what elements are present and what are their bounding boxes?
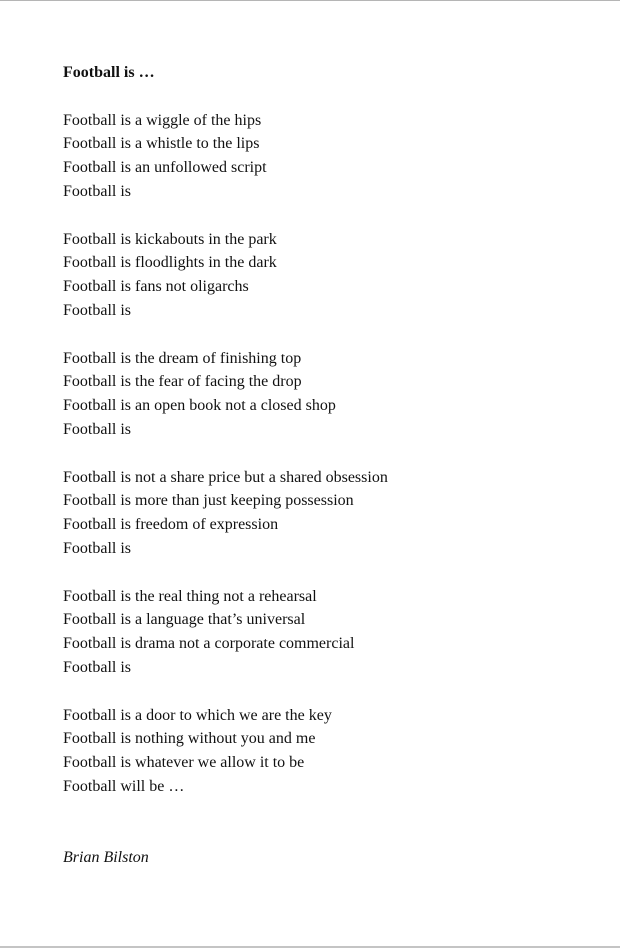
- poem-line: Football is: [63, 182, 132, 200]
- poem-line: Football is a door to which we are the key: [63, 706, 332, 724]
- poem-line: Football is freedom of expression: [63, 516, 279, 534]
- poem-line: Football is more than just keeping possession: [63, 492, 354, 510]
- stanza-gap: [63, 561, 388, 585]
- stanza: [63, 109, 388, 204]
- stanza: [63, 585, 388, 680]
- poem-line: Football will be …: [63, 777, 185, 795]
- poem-line: Football is the dream of finishing top: [63, 349, 302, 367]
- stanza: [63, 704, 388, 799]
- stanza-gap: [63, 323, 388, 347]
- poem-line: Football is not a share price but a shared obsession: [63, 468, 388, 486]
- poem-line: Football is an unfollowed script: [63, 159, 267, 177]
- spacer: [63, 85, 388, 109]
- stanza: [63, 347, 388, 442]
- poem-line: Football is a whistle to the lips: [63, 135, 260, 153]
- poem-line: Football is: [63, 301, 132, 319]
- poem-author: Brian Bilston: [63, 849, 149, 867]
- stanza: [63, 228, 388, 323]
- poem-line: Football is a wiggle of the hips: [63, 111, 262, 129]
- poem-line: Football is: [63, 420, 132, 438]
- poem-line: Football is: [63, 658, 132, 676]
- poem-line: Football is kickabouts in the park: [63, 230, 277, 248]
- poem-line: Football is a language that’s universal: [63, 611, 306, 629]
- stanza-gap: [63, 442, 388, 466]
- page-top-border: [0, 0, 620, 1]
- poem-line: Football is fans not oligarchs: [63, 278, 249, 296]
- poem-line: Football is floodlights in the dark: [63, 254, 277, 272]
- stanza-gap: [63, 680, 388, 704]
- poem-line: Football is the real thing not a rehearsal: [63, 587, 317, 605]
- poem-line: Football is drama not a corporate commercial: [63, 635, 355, 653]
- poem-line: Football is nothing without you and me: [63, 730, 316, 748]
- poem-title: Football is …: [63, 64, 155, 81]
- poem-line: Football is whatever we allow it to be: [63, 754, 305, 772]
- stanza: [63, 466, 388, 561]
- poem-line: Football is: [63, 539, 132, 557]
- poem-body: [63, 109, 388, 799]
- poem: [63, 61, 388, 870]
- poem-line: Football is the fear of facing the drop: [63, 373, 302, 391]
- stanza-gap: [63, 204, 388, 228]
- poem-line: Football is an open book not a closed shop: [63, 397, 336, 415]
